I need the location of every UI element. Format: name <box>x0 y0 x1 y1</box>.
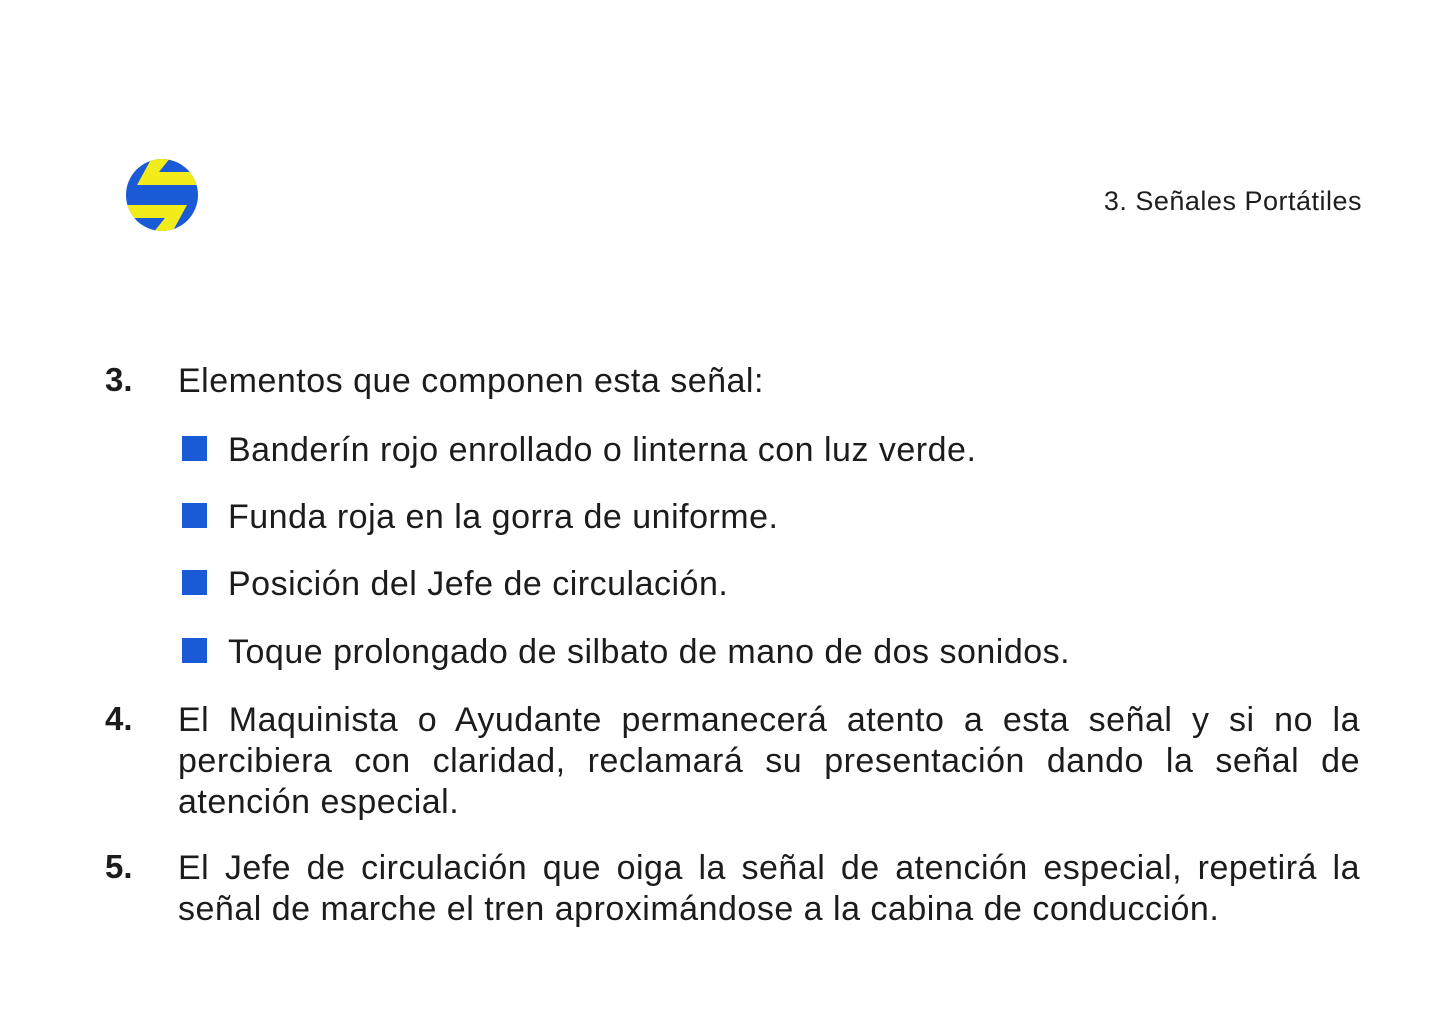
item-number: 3. <box>105 361 133 398</box>
item-number: 5. <box>105 848 133 885</box>
list-item <box>105 700 1360 826</box>
item-text: El Maquinista o Ayudante permanecerá atento a esta señal y si no la percibiera con claridad, reclamará su presentación dando la señal de atención especial. <box>178 701 1360 821</box>
item-number: 4. <box>105 700 133 737</box>
square-bullet-icon <box>182 638 207 663</box>
bullet-text: Banderín rojo enrollado o linterna con luz verde. <box>228 431 977 469</box>
bullet-text: Posición del Jefe de circulación. <box>228 565 729 603</box>
square-bullet-icon <box>182 503 207 528</box>
list-item <box>105 361 1360 405</box>
bullet-item <box>182 497 1282 541</box>
square-bullet-icon <box>182 570 207 595</box>
bullet-item <box>182 632 1282 676</box>
list-item <box>105 848 1360 938</box>
square-bullet-icon <box>182 436 207 461</box>
item-text: Elementos que componen esta señal: <box>178 362 764 400</box>
bullet-item <box>182 564 1282 608</box>
bullet-text: Funda roja en la gorra de uniforme. <box>228 498 779 536</box>
bullet-item <box>182 430 1282 474</box>
item-text: El Jefe de circulación que oiga la señal de atención especial, repetirá la señal de marche el tren aproximándose a la cabina de conducción. <box>178 849 1360 928</box>
bullet-text: Toque prolongado de silbato de mano de dos sonidos. <box>228 633 1071 671</box>
section-title: 3. Señales Portátiles <box>1103 186 1362 216</box>
railway-arrows-logo <box>125 158 199 232</box>
